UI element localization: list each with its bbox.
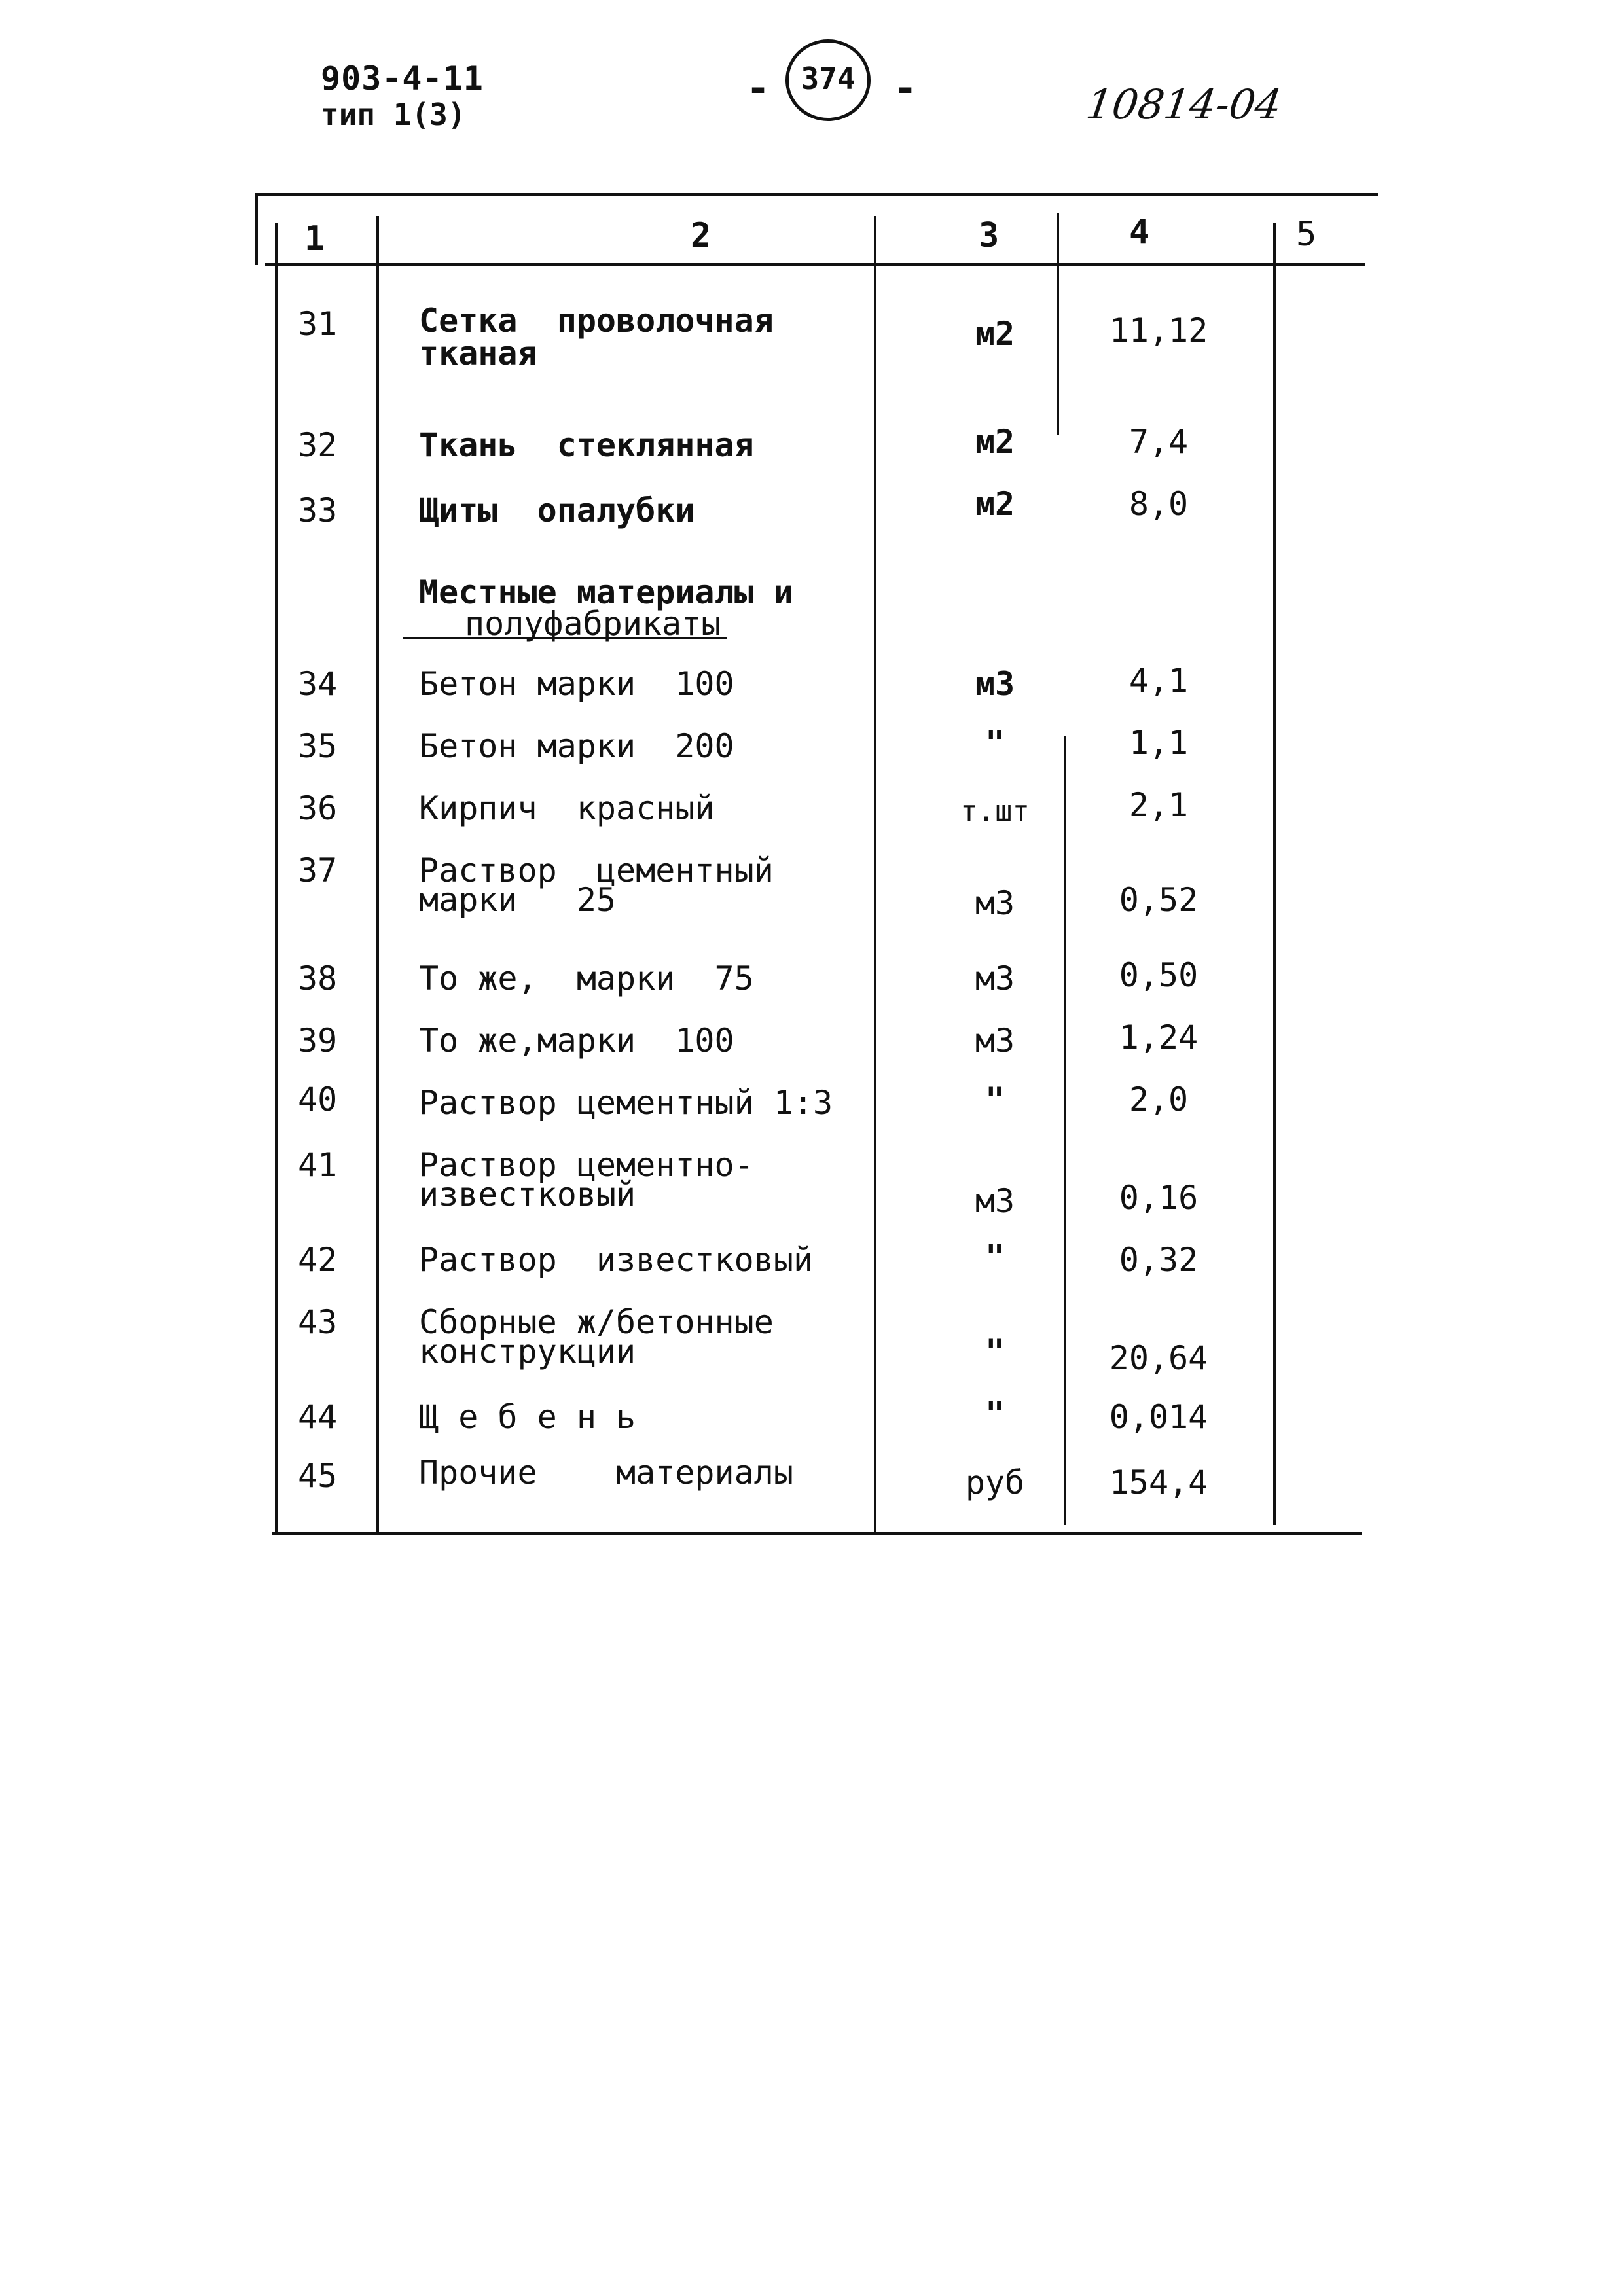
row-35-name: Бетон марки 200 <box>419 727 734 765</box>
section-heading-line-1: Местные материалы и <box>419 573 793 611</box>
row-41-name-line-2: известковый <box>419 1175 636 1213</box>
row-40-quantity: 2,0 <box>1128 1081 1189 1119</box>
row-31-unit: м2 <box>975 315 1015 353</box>
row-45-number: 45 <box>298 1457 338 1495</box>
row-33-number: 33 <box>298 492 338 529</box>
row-41-unit: м3 <box>975 1182 1015 1220</box>
row-39-quantity: 1,24 <box>1119 1018 1199 1056</box>
row-34-name: Бетон марки 100 <box>419 665 734 703</box>
row-41-number: 41 <box>298 1146 338 1184</box>
row-33-unit: м2 <box>975 485 1015 523</box>
row-45-name: Прочие материалы <box>419 1454 793 1492</box>
row-32-number: 32 <box>298 426 338 464</box>
document-type: тип 1(3) <box>321 97 466 132</box>
row-36-name: Кирпич красный <box>419 789 715 827</box>
document-code: 903-4-11 <box>321 60 484 98</box>
table-bottom-rule <box>272 1532 1362 1535</box>
row-45-unit: руб <box>965 1463 1025 1501</box>
row-44-name: Щ е б е н ь <box>419 1398 636 1436</box>
row-37-name-line-1: Раствор цементный <box>419 852 774 889</box>
column-header-3: 3 <box>979 216 1000 255</box>
row-44-unit: " <box>984 1395 1005 1433</box>
row-39-unit: м3 <box>975 1022 1015 1060</box>
column-divider-3-4-lower <box>1064 736 1066 1525</box>
row-36-unit: т.шт <box>960 795 1030 828</box>
row-31-name-line-1: Сетка проволочная <box>419 302 774 340</box>
row-35-quantity: 1,1 <box>1128 724 1189 762</box>
row-42-quantity: 0,32 <box>1119 1241 1199 1279</box>
table-header-rule <box>265 263 1365 266</box>
page-dash-left: - <box>746 65 770 111</box>
column-header-1: 1 <box>304 219 325 259</box>
column-header-2: 2 <box>691 216 712 255</box>
row-43-number: 43 <box>298 1303 338 1341</box>
row-42-unit: " <box>984 1238 1005 1276</box>
row-33-quantity: 8,0 <box>1128 485 1189 523</box>
row-37-quantity: 0,52 <box>1119 881 1199 919</box>
row-31-name-line-2: тканая <box>419 334 537 372</box>
column-divider-2-3 <box>874 216 876 1532</box>
row-38-quantity: 0,50 <box>1119 956 1199 994</box>
page-dash-right: - <box>893 65 918 111</box>
row-43-unit: " <box>984 1333 1005 1371</box>
row-44-quantity: 0,014 <box>1109 1398 1208 1436</box>
row-36-number: 36 <box>298 789 338 827</box>
table-top-left-tick <box>255 193 258 265</box>
row-32-name: Ткань стеклянная <box>419 426 754 464</box>
row-38-name: То же, марки 75 <box>419 960 754 997</box>
column-divider-1-2 <box>376 216 379 1532</box>
row-37-number: 37 <box>298 852 338 889</box>
row-34-number: 34 <box>298 665 338 703</box>
archive-number: 10814-04 <box>1083 81 1285 128</box>
row-40-number: 40 <box>298 1081 338 1119</box>
row-40-unit: " <box>984 1081 1005 1119</box>
column-divider-4-5 <box>1273 223 1276 1525</box>
row-38-unit: м3 <box>975 960 1015 997</box>
row-42-name: Раствор известковый <box>419 1241 814 1279</box>
section-heading-line-2: полуфабрикаты <box>465 605 721 643</box>
column-header-4: 4 <box>1129 213 1150 252</box>
table-top-rule <box>255 193 1378 196</box>
row-33-name: Щиты опалубки <box>419 492 695 529</box>
row-43-name-line-2: конструкции <box>419 1333 636 1371</box>
row-43-quantity: 20,64 <box>1109 1339 1208 1377</box>
row-31-number: 31 <box>298 305 338 343</box>
row-39-number: 39 <box>298 1022 338 1060</box>
row-44-number: 44 <box>298 1398 338 1436</box>
row-41-name-line-1: Раствор цементно- <box>419 1146 754 1184</box>
column-header-5: 5 <box>1296 215 1317 254</box>
row-39-name: То же,марки 100 <box>419 1022 734 1060</box>
row-37-name-line-2: марки 25 <box>419 881 617 919</box>
row-36-quantity: 2,1 <box>1128 786 1189 824</box>
row-34-unit: м3 <box>975 665 1015 703</box>
row-31-quantity: 11,12 <box>1109 312 1208 350</box>
row-34-quantity: 4,1 <box>1128 662 1189 700</box>
row-35-number: 35 <box>298 727 338 765</box>
page-number: 374 <box>801 61 856 96</box>
row-32-quantity: 7,4 <box>1128 423 1189 461</box>
row-35-unit: " <box>984 724 1005 762</box>
row-40-name: Раствор цементный 1:3 <box>419 1084 833 1122</box>
column-divider-left <box>275 223 278 1535</box>
row-32-unit: м2 <box>975 423 1015 461</box>
row-45-quantity: 154,4 <box>1109 1463 1208 1501</box>
page-number-block <box>746 36 916 128</box>
row-41-quantity: 0,16 <box>1119 1179 1199 1217</box>
row-38-number: 38 <box>298 960 338 997</box>
row-37-unit: м3 <box>975 884 1015 922</box>
row-43-name-line-1: Сборные ж/бетонные <box>419 1303 774 1341</box>
row-42-number: 42 <box>298 1241 338 1279</box>
